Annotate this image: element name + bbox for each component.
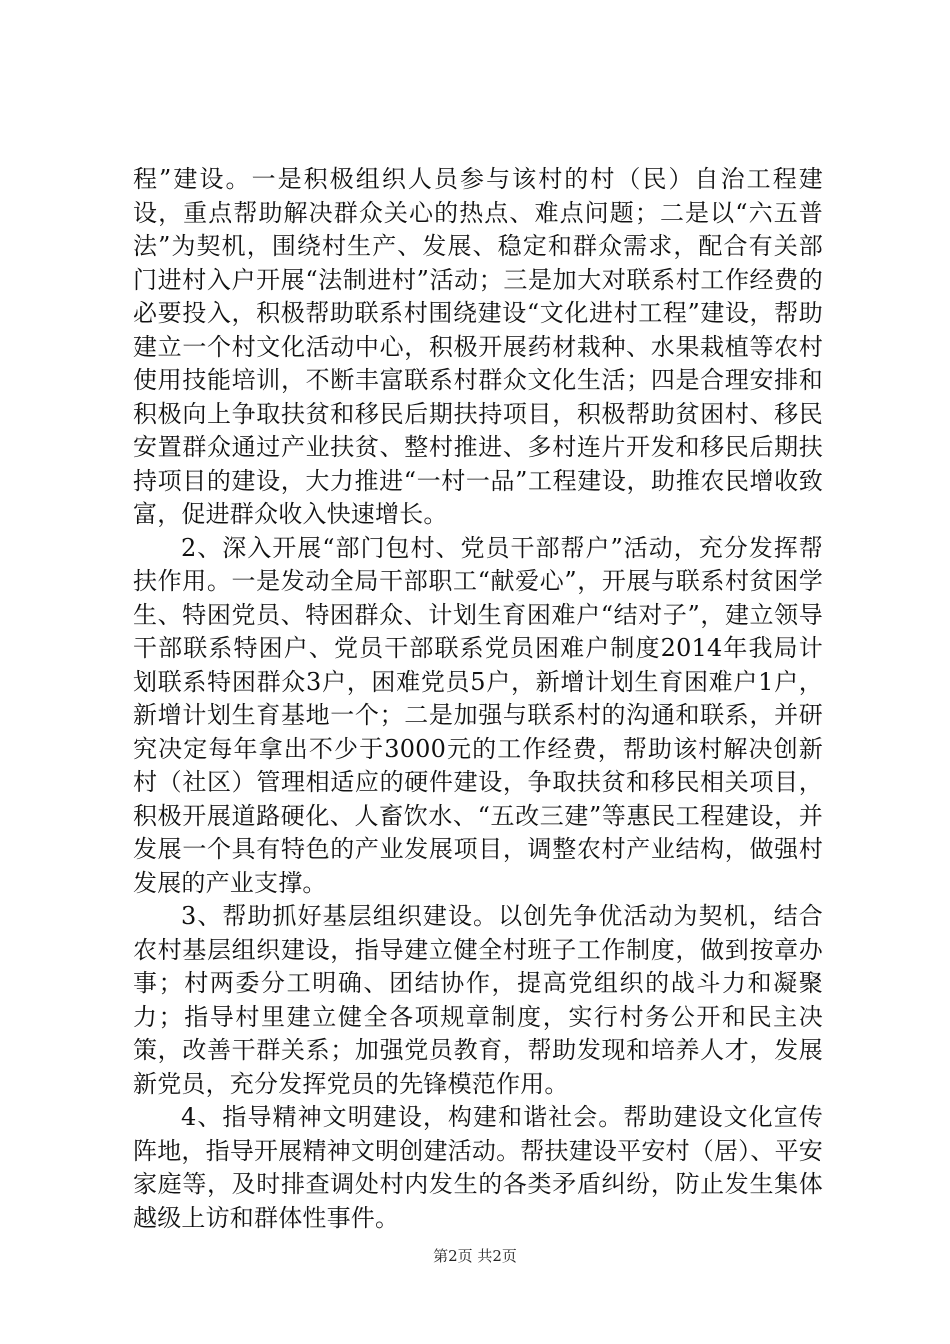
paragraph-continuation: 程”建设。一是积极组织人员参与该村的村（民）自治工程建设，重点帮助解决群众关心的热点、难点问题；二是以“六五普法”为契机，围绕村生产、发展、稳定和群众需求，配合有关部门进村入户开展“法制进村”活动；三是加大对联系村工作经费的必要投入，积极帮助联系村围绕建设“文化进村工程”建设，帮助建立一个村文化活动中心，积极开展药材栽种、水果栽植等农村使用技能培训，不断丰富联系村群众文化生活；四是合理安排和积极向上争取扶贫和移民后期扶持项目，积极帮助贫困村、移民安置群众通过产业扶贫、整村推进、多村连片开发和移民后期扶持项目的建设，大力推进“一村一品”工程建设，助推农民增收致富，促进群众收入快速增长。 <box>133 165 823 528</box>
paragraph-item-3: 3、帮助抓好基层组织建设。以创先争优活动为契机，结合农村基层组织建设，指导建立健全村班子工作制度，做到按章办事；村两委分工明确、团结协作，提高党组织的战斗力和凝聚力；指导村里建立健全各项规章制度，实行村务公开和民主决策，改善干群关系；加强党员教育，帮助发现和培养人才，发展新党员，充分发挥党员的先锋模范作用。 <box>133 902 823 1098</box>
page-number-footer: 第2页 共2页 <box>433 1247 517 1265</box>
paragraph-item-2: 2、深入开展“部门包村、党员干部帮户”活动，充分发挥帮扶作用。一是发动全局干部职工“献爱心”，开展与联系村贫困学生、特困党员、特困群众、计划生育困难户“结对子”，建立领导干部联系特困户、党员干部联系党员困难户制度2014年我局计划联系特困群众3户，困难党员5户，新增计划生育困难户1户，新增计划生育基地一个；二是加强与联系村的沟通和联系，并研究决定每年拿出不少于3000元的工作经费，帮助该村解决创新村（社区）管理相适应的硬件建设，争取扶贫和移民相关项目，积极开展道路硬化、人畜饮水、“五改三建”等惠民工程建设，并发展一个具有特色的产业发展项目，调整农村产业结构，做强村发展的产业支撑。 <box>133 533 823 897</box>
document-body <box>133 163 823 1235</box>
paragraph-item-4: 4、指导精神文明建设，构建和谐社会。帮助建设文化宣传阵地，指导开展精神文明创建活动。帮扶建设平安村（居）、平安家庭等，及时排查调处村内发生的各类矛盾纠纷，防止发生集体越级上访和群体性事件。 <box>133 1103 823 1232</box>
